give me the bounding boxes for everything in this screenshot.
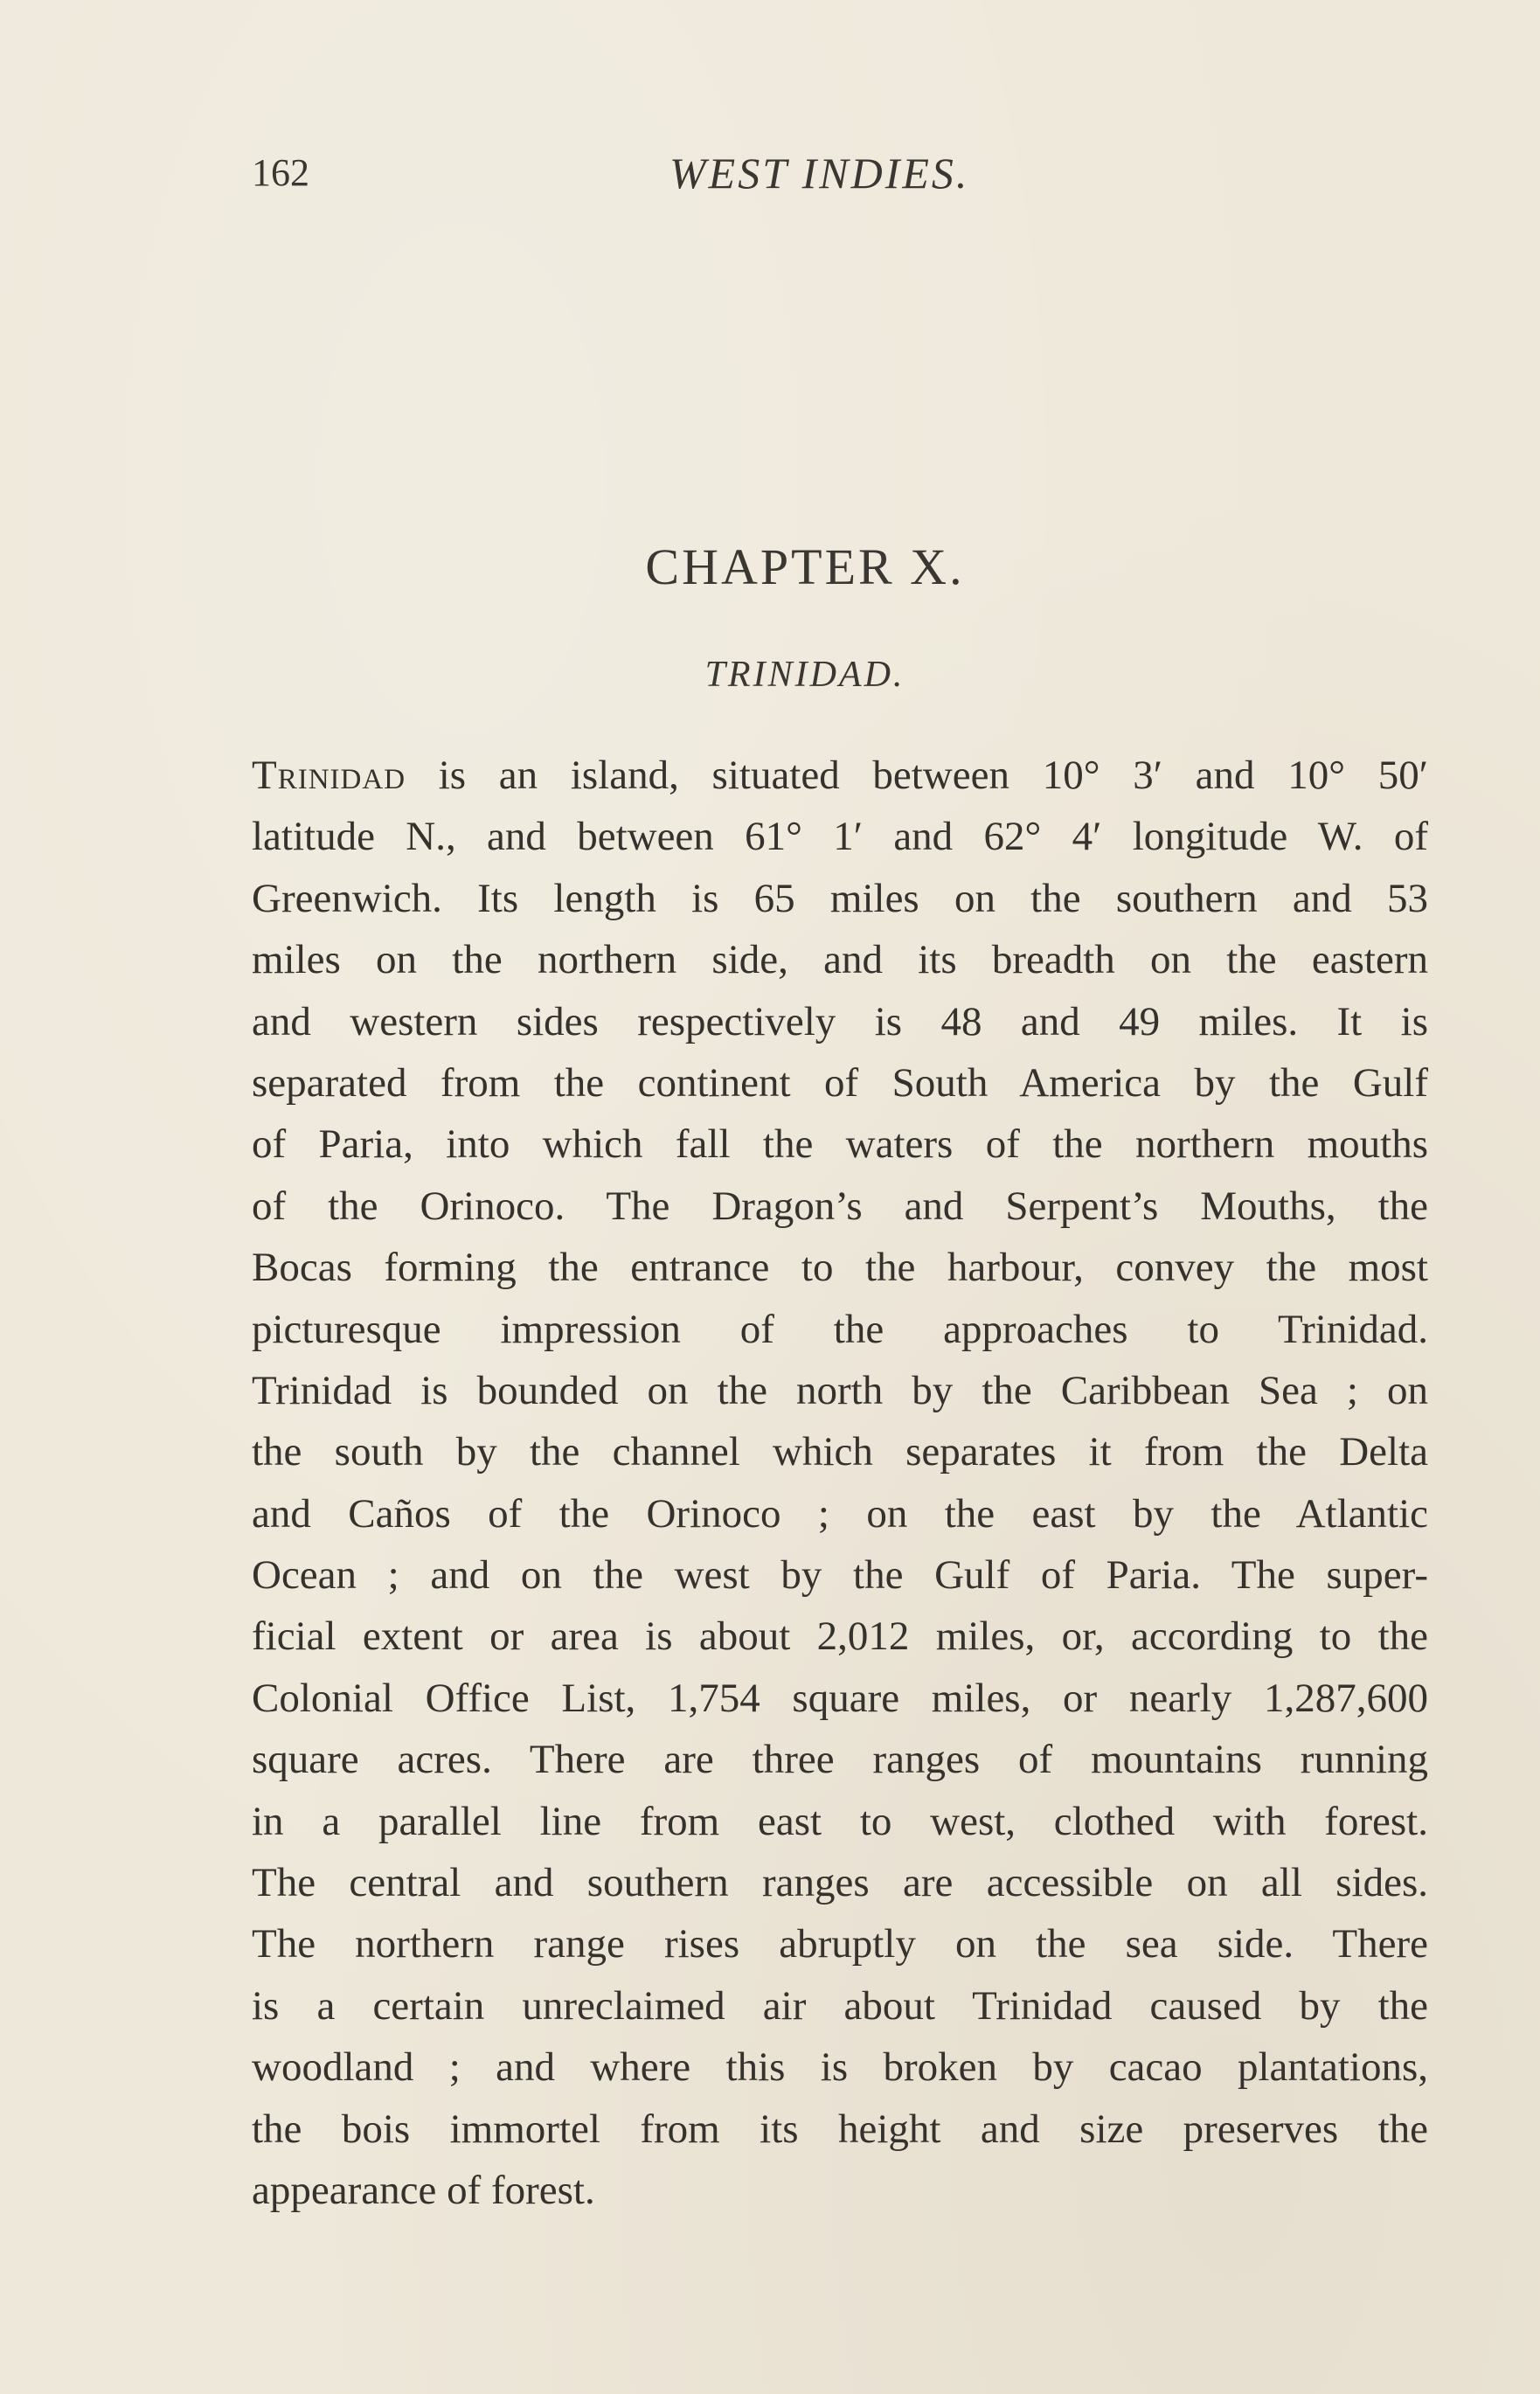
text-line: and western sides respectively is 48 and 49 miles. It is [252, 998, 1428, 1044]
text-line: separated from the continent of South America by the Gulf [252, 1059, 1428, 1106]
text-line: latitude N., and between 61° 1′ and 62° 4′ longitude W. of [252, 814, 1428, 860]
text-line: of Paria, into which fall the waters of the northern mouths [252, 1121, 1428, 1168]
chapter-subtitle: TRINIDAD. [704, 655, 905, 695]
page-number: 162 [252, 151, 309, 194]
text-line: miles on the northern side, and its breadth on the eastern [252, 937, 1428, 983]
chapter-heading: CHAPTER X. [645, 538, 965, 595]
text-line: Trinidad is bounded on the north by the Caribbean Sea ; on [252, 1367, 1428, 1413]
text-line: The northern range rises abruptly on the sea side. There [252, 1921, 1428, 1967]
text-line: Ocean ; and on the west by the Gulf of Paria. The super- [252, 1552, 1428, 1599]
text-line: of the Orinoco. The Dragon’s and Serpent’s Mouths, the [252, 1183, 1428, 1229]
text-line: woodland ; and where this is broken by cacao plantations, [252, 2044, 1428, 2091]
running-title: WEST INDIES. [669, 149, 970, 198]
text-line: in a parallel line from east to west, clothed with forest. [252, 1798, 1428, 1844]
text-line: The central and southern ranges are accessible on all sides. [252, 1860, 1428, 1906]
running-head [252, 147, 1428, 199]
text-line: ficial extent or area is about 2,012 miles, or, according to the [252, 1613, 1428, 1660]
text-line: appearance of forest. [252, 2167, 595, 2213]
text-line: Colonial Office List, 1,754 square miles, or nearly 1,287,600 [252, 1675, 1428, 1721]
body-paragraph [252, 745, 1428, 2221]
text-line: and Caños of the Orinoco ; on the east by the Atlantic [252, 1490, 1428, 1537]
text-line: square acres. There are three ranges of mountains running [252, 1737, 1428, 1783]
text-line: the bois immortel from its height and size preserves the [252, 2106, 1428, 2152]
text-line: is a certain unreclaimed air about Trinidad caused by the [252, 1982, 1428, 2029]
text-line: the south by the channel which separates it from the Delta [252, 1429, 1428, 1475]
text-line-rest: is an island, situated between 10° 3′ and 10° 50′ [406, 753, 1428, 798]
text-line: picturesque impression of the approaches to Trinidad. [252, 1306, 1428, 1352]
text-line: Bocas forming the entrance to the harbour, convey the most [252, 1245, 1428, 1291]
first-word: Trinidad [252, 753, 406, 798]
text-line [252, 745, 1428, 806]
text-line: Greenwich. Its length is 65 miles on the southern and 53 [252, 875, 1428, 921]
